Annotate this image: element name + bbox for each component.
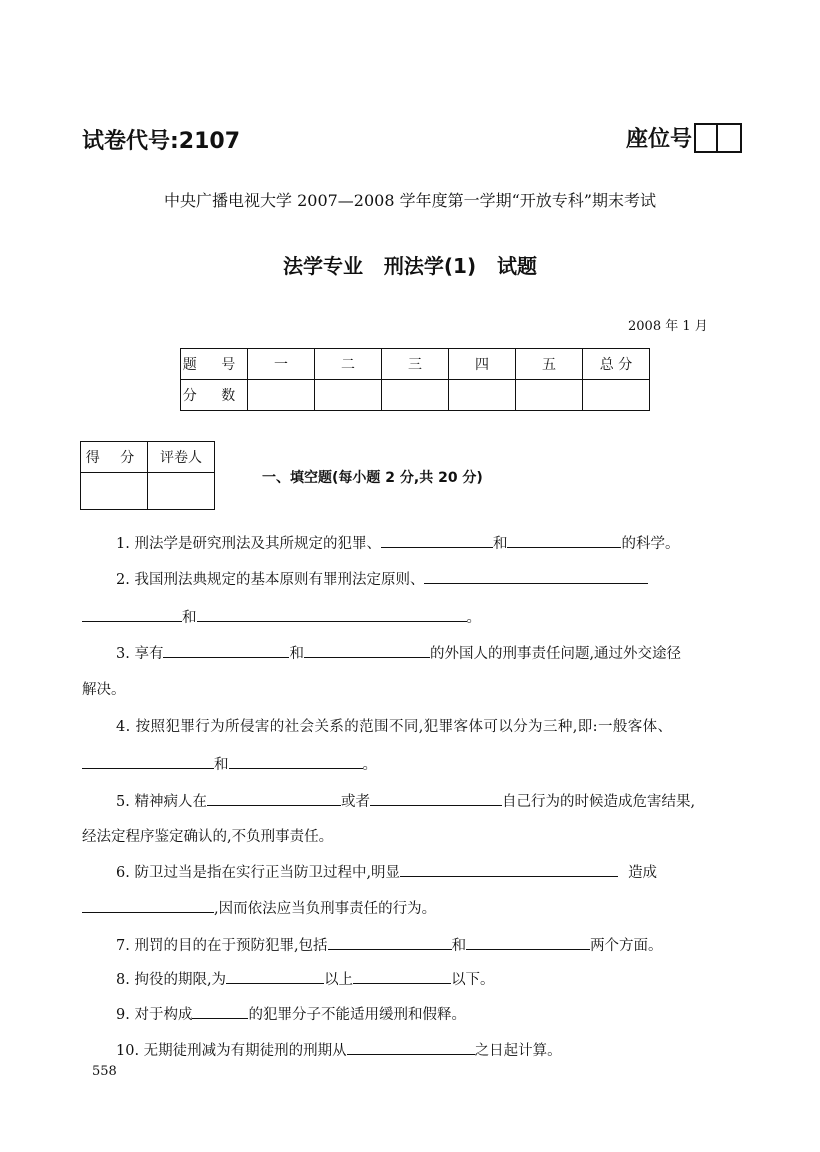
question-text: 之日起计算。 [474, 1043, 562, 1059]
question-4-continued [82, 754, 752, 775]
answer-blank[interactable] [304, 643, 430, 658]
question-5-continued [82, 827, 752, 847]
score-entry-cell[interactable] [583, 380, 650, 411]
answer-blank[interactable] [82, 898, 214, 913]
question-text: 的科学。 [621, 536, 680, 552]
question-8 [82, 969, 786, 990]
question-text: 10. 无期徒刑减为有期徒刑的刑期从 [116, 1043, 347, 1059]
question-6 [82, 862, 786, 883]
score-table-cell: 五 [516, 349, 583, 380]
question-text: 经法定程序鉴定确认的,不负刑事责任。 [82, 829, 334, 845]
question-text: 和 [451, 938, 467, 954]
seat-number [626, 122, 742, 153]
page-number: 558 [92, 1064, 117, 1079]
question-text: 3. 享有 [116, 646, 164, 662]
question-text: 以上 [324, 972, 354, 988]
answer-blank[interactable] [82, 607, 182, 622]
answer-blank[interactable] [207, 791, 341, 806]
question-text: 解决。 [82, 682, 126, 698]
question-text: 两个方面。 [590, 938, 663, 954]
question-text: 和 [289, 646, 304, 662]
question-6-continued [82, 898, 752, 919]
question-1 [82, 533, 786, 554]
question-text: 1. 刑法学是研究刑法及其所规定的犯罪、 [116, 536, 381, 552]
question-text: ,因而依法应当负刑事责任的行为。 [214, 901, 437, 917]
score-table-cell: 总 分 [583, 349, 650, 380]
question-4 [82, 717, 786, 737]
exam-code: 试卷代号:2107 [82, 129, 241, 154]
answer-blank[interactable] [381, 533, 493, 548]
score-table-row-label: 分 数 [181, 380, 248, 411]
grader-score-cell[interactable] [81, 473, 148, 510]
score-entry-cell[interactable] [449, 380, 516, 411]
answer-blank[interactable] [424, 569, 648, 584]
score-table-cell: 二 [315, 349, 382, 380]
answer-blank[interactable] [370, 791, 502, 806]
score-entry-cell[interactable] [248, 380, 315, 411]
score-table-cell: 题 号 [181, 349, 248, 380]
answer-blank[interactable] [197, 607, 467, 622]
score-table-cell: 四 [449, 349, 516, 380]
institution-line: 中央广播电视大学 2007—2008 学年度第一学期“开放专科”期末考试 [164, 191, 656, 210]
grader-name-cell[interactable] [148, 473, 215, 510]
score-entry-cell[interactable] [516, 380, 583, 411]
question-text: 7. 刑罚的目的在于预防犯罪,包括 [116, 938, 328, 954]
question-text: 2. 我国刑法典规定的基本原则有罪刑法定原则、 [116, 572, 425, 588]
exam-title: 法学专业 刑法学(1) 试题 [283, 254, 537, 278]
question-text: 和 [492, 536, 508, 552]
score-table-header-row [181, 349, 650, 380]
answer-blank[interactable] [192, 1004, 248, 1019]
answer-blank[interactable] [163, 643, 289, 658]
question-text: 以下。 [451, 972, 495, 988]
grader-table-entry-row [81, 473, 215, 510]
score-table [180, 348, 650, 411]
section-heading: 一、填空题(每小题 2 分,共 20 分) [262, 470, 483, 486]
grader-table-header: 评卷人 [148, 442, 215, 473]
grader-table-header: 得 分 [81, 442, 148, 473]
score-table-cell: 三 [382, 349, 449, 380]
question-2 [82, 569, 786, 590]
question-text: 自己行为的时候造成危害结果, [501, 794, 696, 810]
question-10 [82, 1040, 786, 1061]
question-text: 和 [214, 757, 229, 773]
question-text: 6. 防卫过当是指在实行正当防卫过程中,明显 [116, 865, 401, 881]
question-text: 8. 拘役的期限,为 [116, 972, 227, 988]
score-entry-cell[interactable] [382, 380, 449, 411]
seat-number-box[interactable] [694, 123, 742, 153]
question-5 [82, 791, 786, 812]
question-text: 。 [466, 610, 481, 626]
grader-table [80, 441, 215, 510]
answer-blank[interactable] [226, 969, 324, 984]
question-text: 。 [362, 757, 377, 773]
question-text: 9. 对于构成 [116, 1007, 193, 1023]
question-text: 和 [182, 610, 197, 626]
answer-blank[interactable] [353, 969, 451, 984]
question-9 [82, 1004, 786, 1025]
answer-blank[interactable] [328, 935, 452, 950]
question-2-continued [82, 607, 752, 628]
question-text: 的犯罪分子不能适用缓刑和假释。 [248, 1007, 466, 1023]
exam-date: 2008 年 1 月 [628, 319, 708, 334]
question-text: 造成 [628, 865, 658, 881]
question-7 [82, 935, 786, 956]
answer-blank[interactable] [507, 533, 621, 548]
answer-blank[interactable] [229, 754, 363, 769]
question-text: 4. 按照犯罪行为所侵害的社会关系的范围不同,犯罪客体可以分为三种,即:一般客体、 [116, 719, 673, 735]
question-text: 的外国人的刑事责任问题,通过外交途径 [429, 646, 682, 662]
score-table-score-row [181, 380, 650, 411]
answer-blank[interactable] [82, 754, 214, 769]
answer-blank[interactable] [347, 1040, 475, 1055]
seat-number-label: 座位号 [626, 127, 693, 152]
question-3 [82, 643, 786, 664]
question-text: 5. 精神病人在 [116, 794, 207, 810]
question-text: 或者 [340, 794, 370, 810]
score-table-cell: 一 [248, 349, 315, 380]
answer-blank[interactable] [466, 935, 590, 950]
question-3-continued [82, 680, 752, 700]
score-entry-cell[interactable] [315, 380, 382, 411]
answer-blank[interactable] [400, 862, 618, 877]
grader-table-header-row [81, 442, 215, 473]
